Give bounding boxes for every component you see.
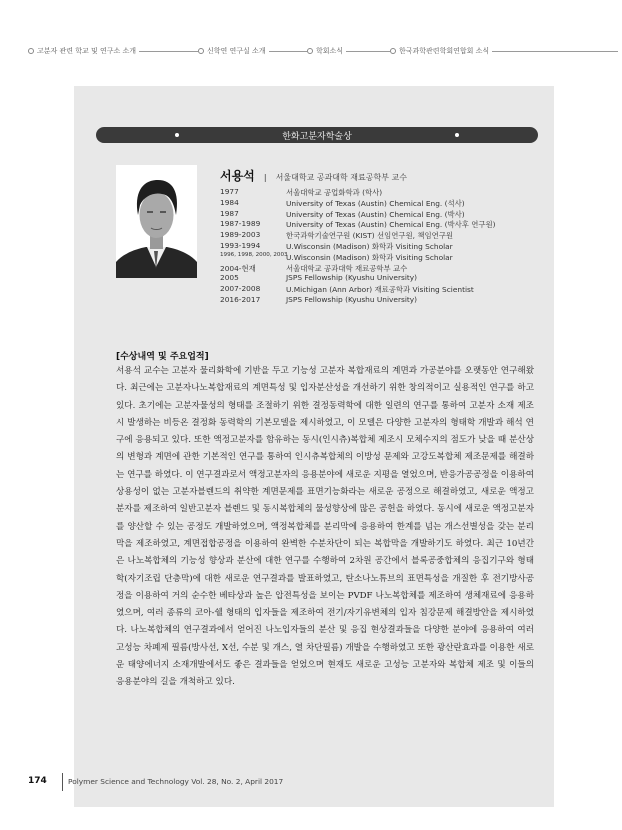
timeline-year: 2004-현재 [220, 263, 256, 273]
timeline-desc: 서울대학교 공과대학 재료공학부 교수 [286, 263, 408, 273]
timeline-year: 1989-2003 [220, 230, 261, 240]
journal-citation: Polymer Science and Technology Vol. 28, No. 2, April 2017 [68, 777, 284, 786]
timeline-year: 1987-1989 [220, 219, 261, 229]
timeline-desc: U.Wisconsin (Madison) 화학과 Visiting Scholar [286, 241, 453, 251]
person-name: 서용석 [220, 169, 255, 183]
timeline-desc: University of Texas (Austin) Chemical Eng. (박사) [286, 209, 465, 219]
timeline-desc: University of Texas (Austin) Chemical Eng. (박사후 연구원) [286, 220, 496, 230]
timeline-desc: JSPS Fellowship (Kyushu University) [286, 273, 418, 283]
timeline-desc: U.Wisconsin (Madison) 화학과 Visiting Scholar [286, 252, 453, 262]
award-title-bar [96, 127, 538, 143]
timeline-year: 2016-2017 [220, 294, 261, 304]
person-affiliation-divider: | [263, 173, 267, 182]
bullet-icon [28, 48, 34, 54]
timeline-desc: U.Michigan (Ann Arbor) 재료공학과 Visiting Scientist [286, 285, 474, 295]
timeline-year: 1996, 1998, 2000, 2003 [220, 251, 288, 258]
nav-item-news[interactable] [307, 46, 346, 56]
timeline-year: 2005 [220, 273, 239, 283]
achievements-heading: [수상내역 및 주요업적] [116, 352, 209, 362]
timeline-year: 1993-1994 [220, 240, 261, 250]
bullet-icon [198, 48, 204, 54]
timeline-desc: JSPS Fellowship (Kyushu University) [286, 294, 418, 304]
person-header [220, 165, 407, 184]
nav-item-label: 신학연 연구실 소개 [207, 47, 266, 55]
bullet-icon [390, 48, 396, 54]
award-title: 한화고분자학술상 [282, 132, 352, 142]
nav-item-label: 한국과학관련학회연합회 소식 [399, 47, 490, 55]
timeline-year: 2007-2008 [220, 284, 261, 294]
nav-item-institutes[interactable] [28, 46, 139, 56]
timeline-year: 1984 [220, 197, 239, 207]
top-navigation [28, 46, 618, 58]
timeline-desc: University of Texas (Austin) Chemical Eng. (석사) [286, 198, 465, 208]
timeline-year: 1987 [220, 208, 239, 218]
nav-item-labs[interactable] [198, 46, 269, 56]
nav-item-label: 학회소식 [316, 47, 344, 55]
page-number: 174 [28, 776, 47, 786]
timeline-desc: 한국과학기술연구원 (KIST) 선임연구원, 책임연구원 [286, 231, 454, 241]
achievements-body: 서용석 교수는 고분자 물리화학에 기반을 두고 기능성 고분자 복합재료의 계면과 가공분야를 오랫동안 연구해왔다. 최근에는 고분자나노복합재료의 계면특성 및 입자분산성을 개선하기 위한 창의적이고 실용적인 연구를 하고 있다. 초기에는 고분자물성의 형태를 조절하기 위한 결정동력학에 대한 일련의 연구를 통하여 고분자 소재 제조시 발생하는 비등온 결정화 동력학의 기본모델을 제시하였고, 이 모델은 다양한 고분자의 형태학 개발과 해석 연구에 응용되고 있다. 또한 액정고분자를 함유하는 동시(인시츄)복합체 제조시 모체수지의 점도가 낮을 때 분산상의 변형과 계면에 관한 기본적인 연구를 통하여 인시츄복합체의 이방성 문제와 고강도복합체 제조문제를 해결하는 연구를 하였다. 이 연구결과로서 액정고분자의 응용분야에 새로운 지평을 열었으며, 반응가공공정을 이용하여 상용성이 없는 고분자블렌드의 취약한 계면문제를 표면기능화라는 새로운 공정으로 해결하였고, 새로운 액정고분자를 제조하여 일반고분자 블렌드 및 동시복합체의 물성향상에 많은 공헌을 하였다. 동시에 새로운 액정고분자를 양산할 수 있는 공정도 개발하였으며, 액정복합체를 분리막에 응용하여 한계를 넘는 개스선별성을 갖는 분리막을 제조하였고, 계면접합공정을 이용하여 완벽한 수분차단이 되는 복합막을 개발하기도 하였다. 최근 10년간은 나노복합체의 기능성 향상과 분산에 대한 연구를 수행하여 2차원 공간에서 블록공중합체의 응집기구와 형태학(자기조립 단층막)에 대한 새로운 연구결과를 발표하였고, 탄소나노튜브의 표면특성을 개질한 후 전기방사공정을 이용하여 거의 순수한 베타상과 높은 압전특성을 보이는 PVDF 나노복합체를 제조하여 생체재료에 응용하였으며, 여러 종류의 코아-쉘 형태의 입자들을 제조하여 전기/자기유변체의 입자 침강문제 해결방안을 제시하였다. 나노복합체의 연구결과에서 얻어진 나노입자들의 분산 및 응집 현상결과들을 다양한 분야에 응용하여 여러 고성능 차폐제 필름(방사선, X선, 수분 및 개스, 열 차단필름) 개발을 수행하였고 또한 광산란효과를 이용한 새로운 태양에너지 소재개발에서도 좋은 결과들을 얻었으며 현재도 새로운 고성능 고분자와 복합체 제조 및 이들의 응용분야의 길을 개척하고 있다. [116, 366, 534, 688]
timeline-year: 1977 [220, 187, 239, 196]
nav-item-federation[interactable] [390, 46, 492, 56]
nav-item-label: 고분자 관련 학교 및 연구소 소개 [37, 47, 137, 55]
timeline-desc: 서울대학교 공업화학과 (학사) [286, 188, 383, 197]
portrait-photo [116, 165, 197, 278]
footer-divider [62, 773, 63, 791]
bullet-icon [307, 48, 313, 54]
person-affiliation: 서울대학교 공과대학 재료공학부 교수 [275, 173, 407, 182]
